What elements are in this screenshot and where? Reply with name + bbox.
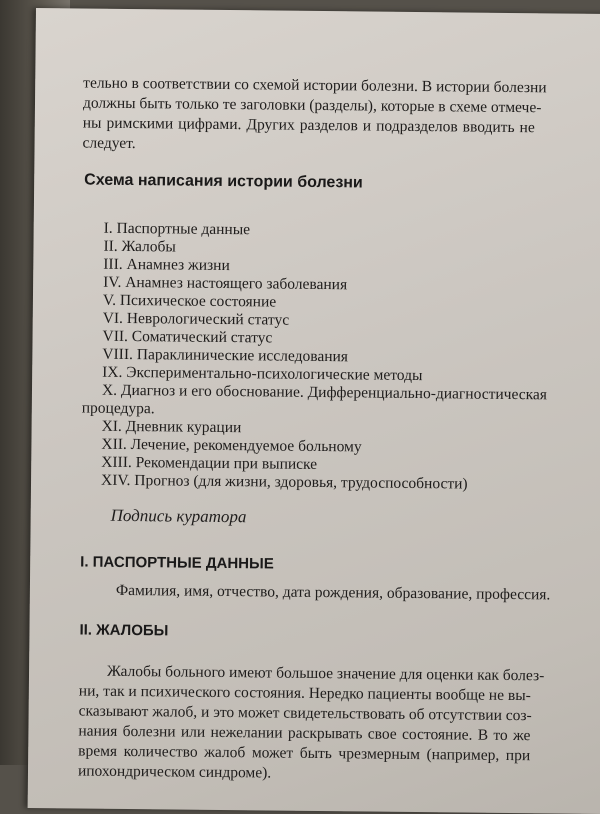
list-item: VIII. Параклинические исследования [102, 345, 349, 366]
scheme-title: Схема написания истории болезни [84, 171, 363, 192]
intro-line: следует. [82, 134, 136, 153]
list-item: XIII. Рекомендации при выписке [101, 453, 318, 473]
list-item: XIV. Прогноз (для жизни, здоровья, трудоспособности) [100, 471, 468, 493]
paragraph-line: сказывают жалоб, и это может свидетельствовать об отсутствии соз- [78, 702, 532, 725]
list-item: III. Анамнез жизни [103, 255, 230, 275]
list-item: VII. Соматический статус [102, 327, 273, 347]
paragraph-line: Жалобы больного имеют большое значение для оценки как болез- [106, 662, 545, 685]
list-item: X. Диагноз и его обоснование. Дифференциально-диагностическая [101, 381, 548, 404]
list-item: V. Психическое состояние [102, 291, 277, 311]
list-item: XII. Лечение, рекомендуемое больному [101, 435, 362, 456]
paragraph-line: ни, так и психического состояния. Нередко пациенты вообще не вы- [78, 682, 531, 705]
list-item: VI. Неврологический статус [102, 309, 290, 329]
list-item: II. Жалобы [103, 237, 176, 256]
section-passport-text: Фамилия, имя, отчество, дата рождения, образование, профессия. [115, 581, 551, 604]
book-page [28, 8, 600, 814]
list-item: IV. Анамнез настоящего заболевания [103, 273, 348, 294]
intro-line: тельно в соответствии со схемой истории болезни. В истории болезни [83, 74, 547, 97]
section-heading-complaints: II. ЖАЛОБЫ [79, 621, 169, 640]
section-heading-passport: I. ПАСПОРТНЫЕ ДАННЫЕ [80, 553, 274, 573]
paragraph-line: ипохондрическом синдроме). [77, 762, 272, 782]
list-item: IX. Экспериментально-психологические методы [102, 363, 423, 385]
curator-signature-label: Подпись куратора [110, 505, 247, 527]
list-item: XI. Дневник курации [101, 417, 242, 437]
intro-line: должны быть только те заголовки (разделы), которые в схеме отмече- [82, 94, 542, 117]
intro-paragraph [36, 8, 600, 153]
paragraph-line: нания болезни или нежелании раскрывать свое состояние. В то же [78, 722, 531, 745]
list-item: I. Паспортные данные [103, 219, 251, 239]
intro-line: ны римскими цифрами. Других разделов и подразделов вводить не [82, 114, 535, 137]
paragraph-line: время количество жалоб может быть чрезмерным (например, при [78, 742, 531, 765]
list-item: процедура. [81, 399, 155, 418]
